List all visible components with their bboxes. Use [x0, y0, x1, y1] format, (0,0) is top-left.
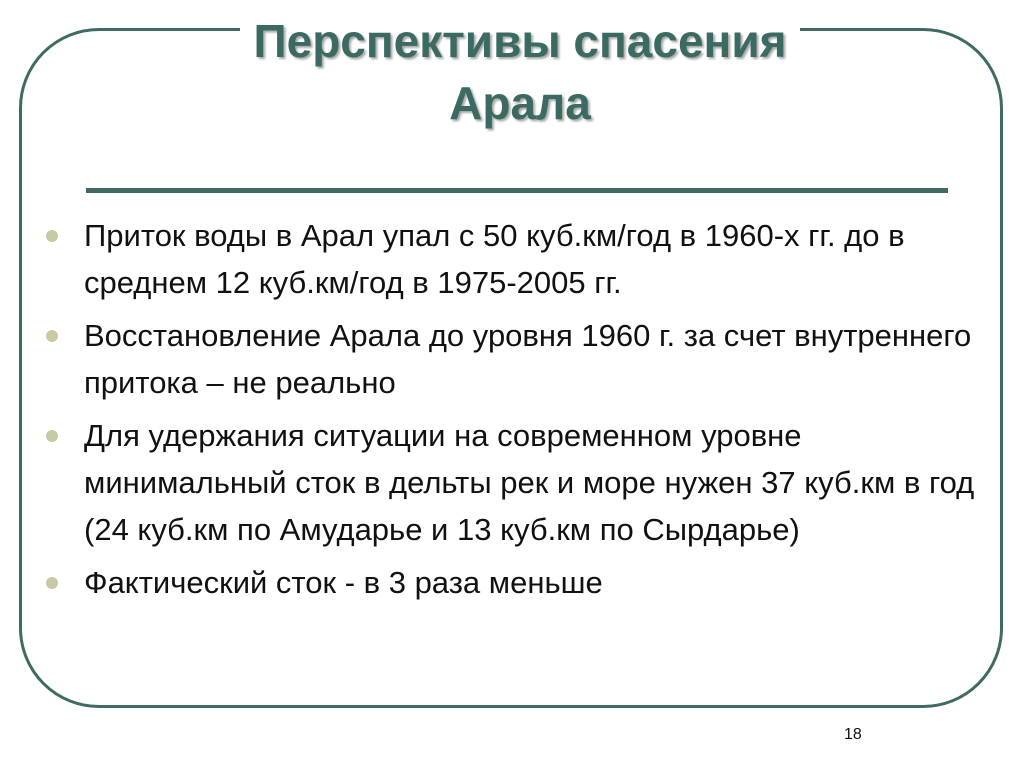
- title-line-1: Перспективы спасения: [240, 10, 801, 72]
- bullet-list: [46, 212, 996, 612]
- title-divider: [86, 188, 948, 193]
- bullet-dot-icon: [46, 230, 58, 242]
- title-line-2: Арала: [150, 72, 890, 134]
- bullet-dot-icon: [46, 430, 58, 442]
- bullet-dot-icon: [46, 330, 58, 342]
- bullet-text-1: Приток воды в Арал упал с 50 куб.км/год в 1960-х гг. до в среднем 12 куб.км/год в 1975-2005 гг.: [84, 218, 905, 300]
- slide-title: [150, 10, 890, 134]
- bullet-item-3: [46, 412, 996, 553]
- page-number: 18: [844, 726, 862, 743]
- bullet-item-1: [46, 212, 996, 306]
- bullet-text-3: Для удержания ситуации на современном уровне минимальный сток в дельты рек и море нужен 37 куб.км в год (24 куб.км по Амударье и 13 куб.км по Сырдарье): [84, 418, 975, 547]
- bullet-item-2: [46, 312, 996, 406]
- bullet-text-4: Фактический сток - в 3 раза меньше: [84, 565, 603, 600]
- bullet-item-4: [46, 559, 996, 606]
- bullet-dot-icon: [46, 577, 58, 589]
- bullet-text-2: Восстановление Арала до уровня 1960 г. за счет внутреннего притока – не реально: [84, 318, 972, 400]
